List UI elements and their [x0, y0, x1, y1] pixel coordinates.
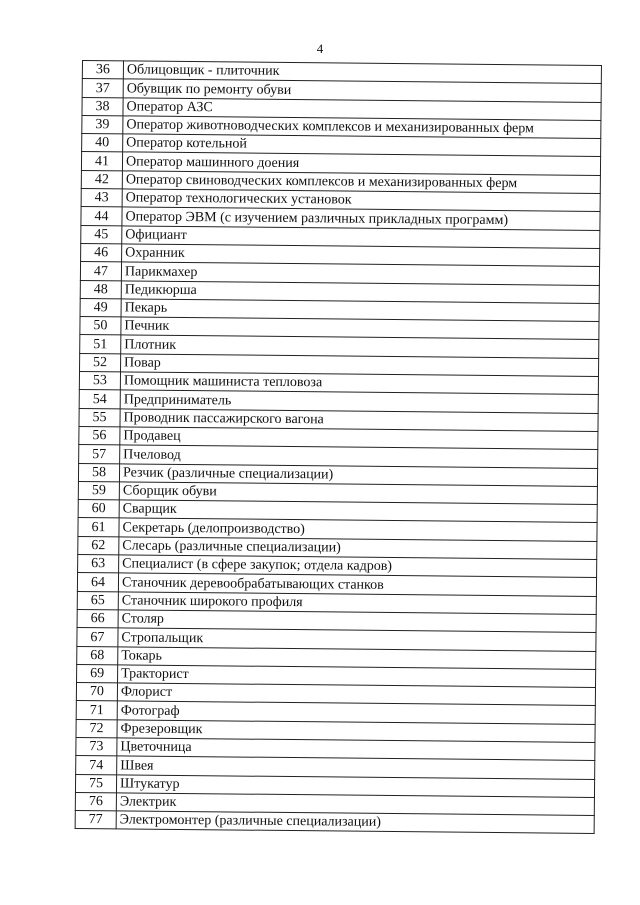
profession-name: Оператор котельной	[123, 134, 601, 157]
table-row	[75, 811, 594, 834]
row-number: 75	[75, 774, 116, 793]
row-number: 53	[79, 372, 120, 391]
profession-name: Станочник деревообрабатывающих станков	[118, 573, 596, 596]
profession-name: Помощник машиниста тепловоза	[120, 372, 598, 395]
profession-name: Сборщик обуви	[119, 482, 597, 505]
professions-table-body	[75, 61, 601, 834]
profession-name: Флорист	[117, 683, 595, 706]
row-number: 49	[80, 298, 121, 317]
row-number: 60	[78, 500, 119, 519]
profession-name: Фрезеровщик	[117, 720, 595, 743]
row-number: 69	[77, 664, 118, 683]
row-number: 61	[78, 518, 119, 537]
row-number: 41	[81, 152, 122, 171]
profession-name: Резчик (различные специализации)	[119, 463, 597, 486]
row-number: 36	[82, 61, 123, 80]
profession-name: Оператор животноводческих комплексов и механизированных ферм	[123, 116, 601, 139]
profession-name: Станочник широкого профиля	[118, 591, 596, 614]
profession-name: Штукатур	[116, 774, 594, 797]
profession-name: Оператор ЭВМ (с изучением различных прикладных программ)	[122, 207, 600, 230]
profession-name: Облицовщик - плиточник	[123, 61, 601, 84]
profession-name: Специалист (в сфере закупок; отдела кадров)	[119, 555, 597, 578]
row-number: 66	[77, 609, 118, 628]
row-number: 68	[77, 646, 118, 665]
row-number: 76	[75, 792, 116, 811]
row-number: 45	[81, 225, 122, 244]
row-number: 48	[80, 280, 121, 299]
profession-name: Повар	[121, 354, 599, 377]
profession-name: Токарь	[118, 646, 596, 669]
profession-name: Слесарь (различные специализации)	[119, 537, 597, 560]
row-number: 38	[82, 97, 123, 116]
profession-name: Плотник	[121, 335, 599, 358]
profession-name: Тракторист	[118, 665, 596, 688]
profession-name: Сварщик	[119, 500, 597, 523]
profession-name: Стропальщик	[118, 628, 596, 651]
profession-name: Проводник пассажирского вагона	[120, 409, 598, 432]
row-number: 52	[80, 353, 121, 372]
row-number: 51	[80, 335, 121, 354]
profession-name: Охранник	[122, 244, 600, 267]
row-number: 58	[78, 463, 119, 482]
row-number: 63	[78, 554, 119, 573]
row-number: 46	[81, 243, 122, 262]
row-number: 59	[78, 481, 119, 500]
profession-name: Обувщик по ремонту обуви	[123, 79, 601, 102]
row-number: 71	[76, 701, 117, 720]
row-number: 62	[78, 536, 119, 555]
row-number: 43	[81, 189, 122, 208]
row-number: 42	[81, 170, 122, 189]
professions-table-wrapper	[75, 60, 602, 834]
row-number: 70	[76, 683, 117, 702]
profession-name: Фотограф	[117, 701, 595, 724]
profession-name: Электрик	[116, 793, 594, 816]
profession-name: Пчеловод	[120, 445, 598, 468]
row-number: 54	[79, 390, 120, 409]
row-number: 64	[77, 573, 118, 592]
profession-name: Швея	[117, 756, 595, 779]
page-number: 4	[316, 41, 324, 56]
row-number: 73	[76, 737, 117, 756]
profession-name: Официант	[122, 226, 600, 249]
row-number: 50	[80, 317, 121, 336]
row-number: 67	[77, 628, 118, 647]
profession-name: Продавец	[120, 427, 598, 450]
row-number: 57	[79, 445, 120, 464]
row-number: 47	[80, 262, 121, 281]
row-number: 37	[82, 79, 123, 98]
profession-name: Парикмахер	[121, 262, 599, 285]
row-number: 56	[79, 426, 120, 445]
profession-name: Оператор АЗС	[123, 97, 601, 120]
profession-name: Оператор машинного доения	[122, 152, 600, 175]
professions-table	[75, 60, 602, 834]
row-number: 74	[76, 756, 117, 775]
profession-name: Электромонтер (различные специализации)	[116, 811, 594, 834]
row-number: 72	[76, 719, 117, 738]
profession-name: Секретарь (делопроизводство)	[119, 518, 597, 541]
profession-name: Пекарь	[121, 299, 599, 322]
profession-name: Столяр	[118, 610, 596, 633]
profession-name: Печник	[121, 317, 599, 340]
profession-name: Педикюрша	[121, 280, 599, 303]
row-number: 40	[82, 134, 123, 153]
row-number: 39	[82, 115, 123, 134]
row-number: 55	[79, 408, 120, 427]
profession-name: Предприниматель	[120, 390, 598, 413]
profession-name: Цветочница	[117, 738, 595, 761]
row-number: 44	[81, 207, 122, 226]
profession-name: Оператор свиноводческих комплексов и механизированных ферм	[122, 171, 600, 194]
row-number: 65	[77, 591, 118, 610]
row-number: 77	[75, 811, 116, 830]
profession-name: Оператор технологических установок	[122, 189, 600, 212]
